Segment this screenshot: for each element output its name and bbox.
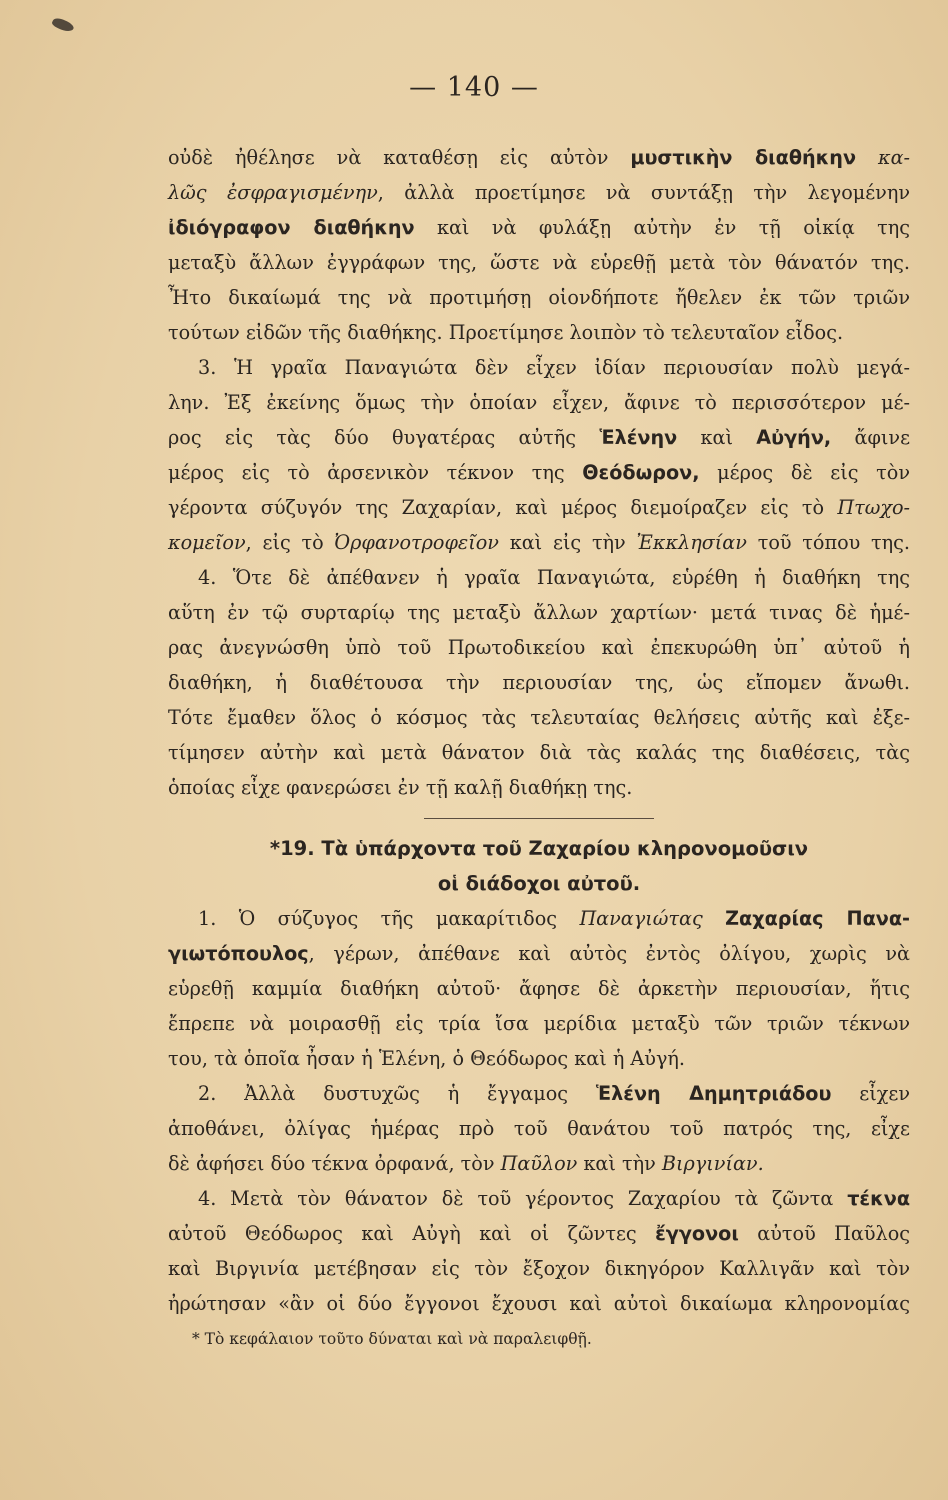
bold-text: μυστικὴν διαθήκην <box>630 146 857 169</box>
italic-text: Ὀρφανοτροφεῖον <box>334 531 499 554</box>
text-run: αὐτοῦ Παῦλος <box>738 1222 910 1245</box>
text-run: διαθήκη, ἡ διαθέτουσα τὴν περιουσίαν της, ὡς εἴπομεν ἄνωθι. <box>168 671 910 694</box>
text-line <box>168 350 910 385</box>
text-line <box>168 936 910 971</box>
text-run: ὁποίας εἶχε φανερώσει ἐν τῇ καλῇ διαθήκῃ της. <box>168 776 633 799</box>
text-run: γέροντα σύζυγόν της Ζαχαρίαν, καὶ μέρος διεμοίραζεν εἰς τὸ <box>168 496 838 519</box>
text-run: ἠρώτησαν «ἂν οἱ δύο ἔγγονοι ἔχουσι καὶ αὐτοὶ δικαίωμα κληρονομίας <box>168 1292 910 1315</box>
text-run: αὕτη ἐν τῷ συρταρίῳ της μεταξὺ ἄλλων χαρτίων· μετά τινας δὲ ἡμέ- <box>168 601 910 624</box>
text-line <box>168 315 910 350</box>
section-heading-line-1: *19. Τὰ ὑπάρχοντα τοῦ Ζαχαρίου κληρονομοῦσιν <box>269 837 809 860</box>
text-line <box>168 385 910 420</box>
text-run: καὶ εἰς τὴν <box>498 531 637 554</box>
italic-text: Βιργινίαν. <box>661 1152 764 1175</box>
section-19-paragraphs <box>168 901 910 1321</box>
text-line <box>168 175 910 210</box>
text-line <box>168 560 910 595</box>
text-line <box>168 490 910 525</box>
text-line <box>168 1181 910 1216</box>
text-run: καὶ Βιργινία μετέβησαν εἰς τὸν ἔξοχον δικηγόρον Καλλιγᾶν καὶ τὸν <box>168 1257 910 1280</box>
text-line <box>168 901 910 936</box>
text-line <box>168 630 910 665</box>
text-line <box>168 525 910 560</box>
text-line <box>168 1251 910 1286</box>
bold-text: ἰδιόγραφον διαθήκην <box>168 216 415 239</box>
text-run: ρος εἰς τὰς δύο θυγατέρας αὐτῆς <box>168 426 600 449</box>
section-heading-line-2: οἱ διάδοχοι αὐτοῦ. <box>437 872 641 895</box>
text-line <box>168 595 910 630</box>
page-number: — 140 — <box>409 72 539 103</box>
text-run <box>703 907 725 930</box>
italic-text: Παναγιώτας <box>579 907 703 930</box>
bold-text: Θεόδωρον, <box>582 461 700 484</box>
text-line <box>168 1076 910 1111</box>
section-divider <box>424 818 654 819</box>
text-run: Τότε ἔμαθεν ὅλος ὁ κόσμος τὰς τελευταίας θελήσεις αὐτῆς καὶ ἐξε- <box>168 706 910 729</box>
text-line <box>168 280 910 315</box>
italic-text: λῶς ἐσφραγισμένην <box>168 181 378 204</box>
bold-text: Ζαχαρίας Πανα- <box>725 907 910 930</box>
text-run: καὶ τὴν <box>577 1152 662 1175</box>
text-line <box>168 770 910 805</box>
text-run: μεταξὺ ἄλλων ἐγγράφων της, ὥστε νὰ εὑρεθῇ μετὰ τὸν θάνατόν της. <box>168 251 910 274</box>
text-line <box>168 1041 910 1076</box>
footnote: * Τὸ κεφάλαιον τοῦτο δύναται καὶ νὰ παραλειφθῇ. <box>192 1330 592 1348</box>
text-line <box>168 1286 910 1321</box>
text-run: αὐτοῦ Θεόδωρος καὶ Αὐγὴ καὶ οἱ ζῶντες <box>168 1222 656 1245</box>
section-18-paragraphs <box>168 140 910 805</box>
italic-text: Παῦλον <box>500 1152 578 1175</box>
text-line <box>168 1216 910 1251</box>
ink-speck <box>51 16 75 34</box>
bold-text: Ἑλένην <box>599 426 678 449</box>
text-run: 2. Ἀλλὰ δυστυχῶς ἡ ἔγγαμος <box>198 1082 596 1105</box>
text-run: του, τὰ ὁποῖα ἦσαν ἡ Ἑλένη, ὁ Θεόδωρος καὶ ἡ Αὐγή. <box>168 1047 686 1070</box>
text-run: τούτων εἰδῶν τῆς διαθήκης. Προετίμησε λοιπὸν τὸ τελευταῖον εἶδος. <box>168 321 844 344</box>
body-text <box>168 140 910 1321</box>
text-run: 4. Ὅτε δὲ ἀπέθανεν ἡ γραῖα Παναγιώτα, εὑρέθη ἡ διαθήκη της <box>198 566 910 589</box>
text-line <box>168 1146 910 1181</box>
text-line <box>168 971 910 1006</box>
text-run: δὲ ἀφήσει δύο τέκνα ὀρφανά, τὸν <box>168 1152 501 1175</box>
text-line <box>168 665 910 700</box>
text-run: εὑρεθῇ καμμία διαθήκη αὐτοῦ· ἄφησε δὲ ἀρκετὴν περιουσίαν, ἥτις <box>168 977 910 1000</box>
text-run: λην. Ἐξ ἐκείνης ὅμως τὴν ὁποίαν εἶχεν, ἄφινε τὸ περισσότερον μέ- <box>168 391 910 414</box>
text-line <box>168 455 910 490</box>
text-run: καὶ νὰ φυλάξῃ αὐτὴν ἐν τῇ οἰκίᾳ της <box>414 216 910 239</box>
text-run: ἄφινε <box>831 426 911 449</box>
text-run: 4. Μετὰ τὸν θάνατον δὲ τοῦ γέροντος Ζαχαρίου τὰ ζῶντα <box>198 1187 848 1210</box>
text-run: ρας ἀνεγνώσθη ὑπὸ τοῦ Πρωτοδικείου καὶ ἐπεκυρώθη ὑπ᾽ αὐτοῦ ἡ <box>168 636 910 659</box>
footnote-rule <box>180 1320 280 1321</box>
italic-text: κα- <box>856 146 911 169</box>
text-run: 3. Ἡ γραῖα Παναγιώτα δὲν εἶχεν ἰδίαν περιουσίαν πολὺ μεγά- <box>198 356 910 379</box>
italic-text: Ἐκκλησίαν <box>636 531 747 554</box>
text-run: , γέρων, ἀπέθανε καὶ αὐτὸς ἐντὸς ὀλίγου, χωρὶς νὰ <box>308 942 910 965</box>
text-line <box>168 210 910 245</box>
text-run: τίμησεν αὐτὴν καὶ μετὰ θάνατον διὰ τὰς καλάς της διαθέσεις, τὰς <box>168 741 910 764</box>
italic-text: Πτωχο- <box>837 496 910 519</box>
text-line <box>168 1006 910 1041</box>
bold-text: ἔγγονοι <box>655 1222 739 1245</box>
bold-text: Αὐγήν, <box>756 426 832 449</box>
text-run: καὶ <box>677 426 757 449</box>
text-line <box>168 1111 910 1146</box>
bold-text: Ἑλένη Δημητριάδου <box>595 1082 832 1105</box>
bold-text: γιωτόπουλος <box>168 942 309 965</box>
text-run: ἀποθάνει, ὀλίγας ἡμέρας πρὸ τοῦ θανάτου τοῦ πατρός της, εἶχε <box>168 1117 910 1140</box>
text-line <box>168 140 910 175</box>
text-run: ἔπρεπε νὰ μοιρασθῇ εἰς τρία ἴσα μερίδια μεταξὺ τῶν τριῶν τέκνων <box>168 1012 910 1035</box>
text-run: τοῦ τόπου της. <box>746 531 911 554</box>
text-line <box>168 700 910 735</box>
italic-text: κομεῖον <box>168 531 246 554</box>
text-run: , ἀλλὰ προετίμησε νὰ συντάξῃ τὴν λεγομένην <box>377 181 910 204</box>
text-run: 1. Ὁ σύζυγος τῆς μακαρίτιδος <box>198 907 580 930</box>
text-run: Ἦτο δικαίωμά της νὰ προτιμήσῃ οἱονδήποτε ἤθελεν ἐκ τῶν τριῶν <box>168 286 910 309</box>
text-run: οὐδὲ ἠθέλησε νὰ καταθέσῃ εἰς αὐτὸν <box>168 146 631 169</box>
bold-text: τέκνα <box>847 1187 910 1210</box>
text-line <box>168 735 910 770</box>
text-line <box>168 420 910 455</box>
text-run: μέρος δὲ εἰς τὸν <box>699 461 910 484</box>
text-run: , εἰς τὸ <box>245 531 335 554</box>
text-run: μέρος εἰς τὸ ἀρσενικὸν τέκνον της <box>168 461 583 484</box>
text-run: εἶχεν <box>831 1082 910 1105</box>
text-line <box>168 245 910 280</box>
